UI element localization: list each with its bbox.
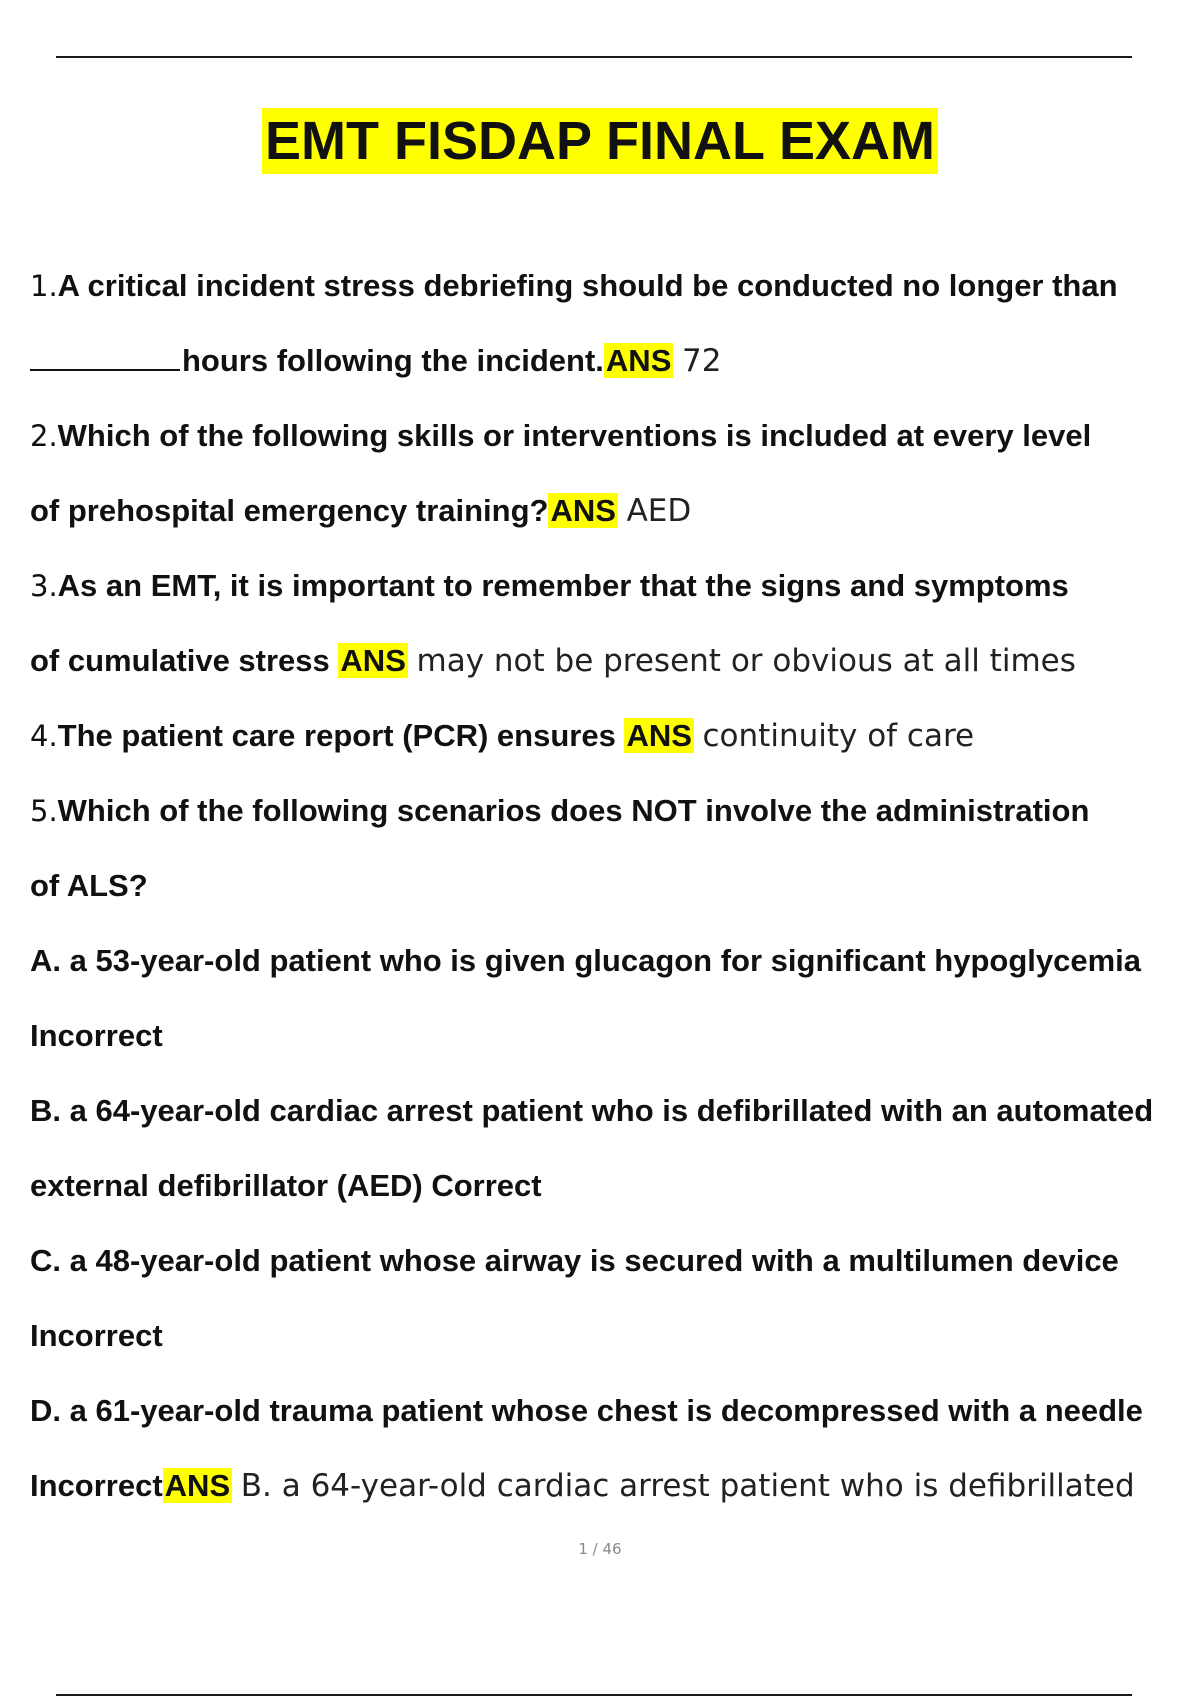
option-c-line-1 — [30, 1241, 1190, 1316]
answer-text: 72 — [682, 343, 722, 379]
answer-text: B. a 64-year-old cardiac arrest patient who is defibrillated — [240, 1468, 1135, 1504]
title-container — [0, 108, 1200, 174]
exam-content — [30, 266, 1190, 1541]
option-b-line-1 — [30, 1091, 1190, 1166]
question-text: Which of the following skills or interventions is included at every level — [57, 418, 1092, 453]
option-c-line-2 — [30, 1316, 1190, 1391]
option-verdict: Incorrect — [30, 1318, 163, 1353]
question-text: As an EMT, it is important to remember that the signs and symptoms — [57, 568, 1069, 603]
question-text: hours following the incident. — [182, 343, 604, 378]
ans-label: ANS — [626, 718, 692, 753]
question-text: Which of the following scenarios does NOT involve the administration — [57, 793, 1090, 828]
option-d-line-2 — [30, 1466, 1190, 1541]
question-text: The patient care report (PCR) ensures — [57, 718, 616, 753]
question-number: 3. — [30, 569, 58, 603]
answer-text: AED — [626, 493, 692, 529]
question-text: of prehospital emergency training? — [30, 493, 549, 528]
question-text: A critical incident stress debriefing should be conducted no longer than — [57, 268, 1118, 303]
page-title: EMT FISDAP FINAL EXAM — [262, 108, 938, 174]
question-2-line-2 — [30, 491, 1190, 566]
page-indicator: 1 / 46 — [578, 1540, 622, 1558]
option-verdict: external defibrillator (AED) Correct — [30, 1168, 542, 1203]
option-b-line-2 — [30, 1166, 1190, 1241]
option-text: B. a 64-year-old cardiac arrest patient who is defibrillated with an automated — [30, 1093, 1154, 1128]
question-text: of ALS? — [30, 868, 148, 903]
question-number: 5. — [30, 794, 58, 828]
option-text: C. a 48-year-old patient whose airway is secured with a multilumen device — [30, 1243, 1119, 1278]
question-1-line-2 — [30, 341, 1190, 416]
top-rule — [56, 56, 1132, 58]
question-5-line-1 — [30, 791, 1190, 866]
answer-text: continuity of care — [702, 718, 975, 754]
question-number: 1. — [30, 269, 58, 303]
option-a-line-2 — [30, 1016, 1190, 1091]
question-3-line-2 — [30, 641, 1190, 716]
ans-label: ANS — [164, 1468, 231, 1503]
question-5-line-2 — [30, 866, 1190, 941]
question-1-line-1 — [30, 266, 1190, 341]
option-verdict: Incorrect — [30, 1468, 163, 1503]
option-text: D. a 61-year-old trauma patient whose chest is decompressed with a needle — [30, 1393, 1143, 1428]
ans-label: ANS — [340, 643, 406, 678]
question-3-line-1 — [30, 566, 1190, 641]
option-a-line-1 — [30, 941, 1190, 1016]
option-text: A. a 53-year-old patient who is given glucagon for significant hypoglycemia — [30, 943, 1142, 978]
question-number: 2. — [30, 419, 58, 453]
option-verdict: Incorrect — [30, 1018, 163, 1053]
question-text: of cumulative stress — [30, 643, 330, 678]
answer-text: may not be present or obvious at all times — [416, 643, 1076, 679]
question-number: 4. — [30, 719, 58, 753]
bottom-rule — [56, 1694, 1132, 1696]
question-4-line-1 — [30, 716, 1190, 791]
answer-blank — [30, 341, 180, 371]
ans-label: ANS — [605, 343, 672, 378]
option-d-line-1 — [30, 1391, 1190, 1466]
ans-label: ANS — [550, 493, 616, 528]
question-2-line-1 — [30, 416, 1190, 491]
